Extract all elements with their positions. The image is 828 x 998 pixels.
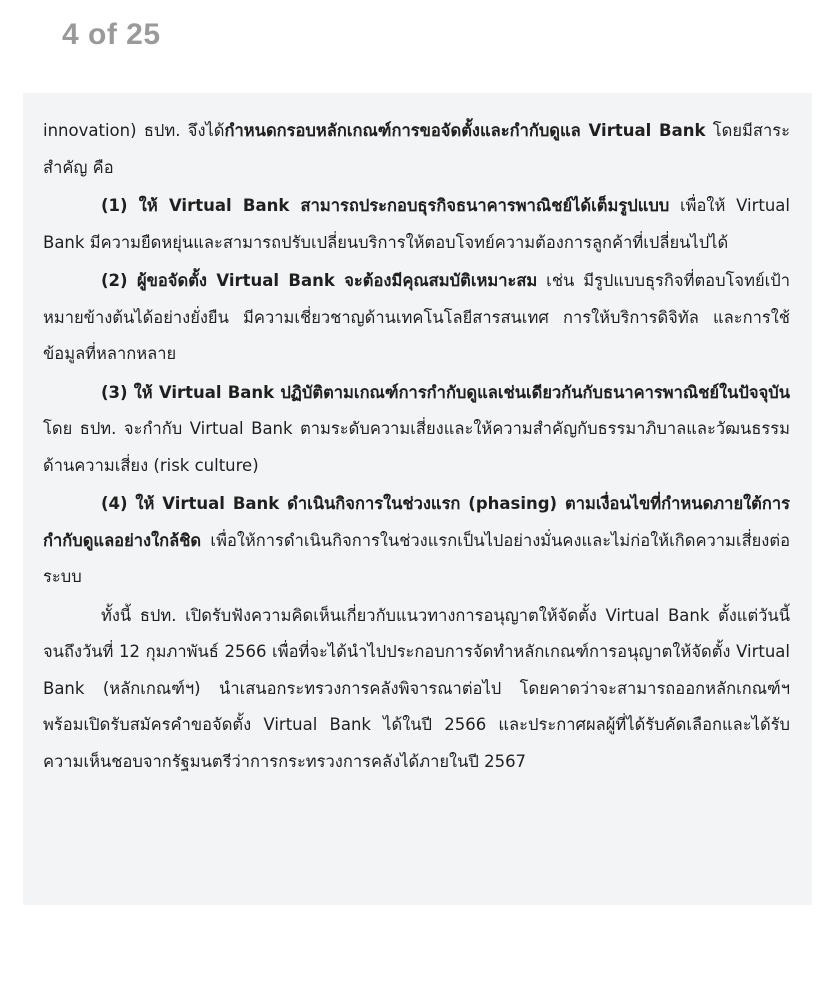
document-panel — [23, 93, 812, 905]
item-2-text: เช่น มีรูปแบบธุรกิจที่ตอบโจทย์เป้าหมายข้างต้นได้อย่างยั่งยืน มีความเชี่ยวชาญด้านเทคโนโลยีสารสนเทศ การให้บริการดิจิทัล และการใช้ข้อมูลที่หลากหลาย — [43, 271, 791, 363]
item-4-text: เพื่อให้การดำเนินกิจการในช่วงแรกเป็นไปอย่างมั่นคงและไม่ก่อให้เกิดความเสี่ยงต่อระบบ — [43, 530, 790, 586]
item-1-heading: (1) ให้ Virtual Bank สามารถประกอบธุรกิจธนาคารพาณิชย์ได้เต็มรูปแบบ — [101, 196, 670, 215]
intro-paragraph — [43, 113, 790, 186]
item-4-heading: (4) ให้ Virtual Bank ดำเนินกิจการในช่วงแรก (phasing) ตามเงื่อนไขที่กำหนดภายใต้การกำกับดูแลอย่างใกล้ชิด — [43, 494, 790, 550]
item-3-text: โดย ธปท. จะกำกับ Virtual Bank ตามระดับความเสี่ยงและให้ความสำคัญกับธรรมาภิบาลและวัฒนธรรมด้านความเสี่ยง (risk culture) — [43, 419, 790, 475]
item-2-heading: (2) ผู้ขอจัดตั้ง Virtual Bank จะต้องมีคุณสมบัติเหมาะสม — [101, 271, 538, 290]
item-1-paragraph — [43, 188, 790, 261]
page-counter: 4 of 25 — [62, 18, 161, 51]
item-2-paragraph — [43, 263, 790, 373]
intro-lead-text: innovation) ธปท. จึงได้ — [43, 121, 225, 140]
intro-tail-text: โดยมีสาระสำคัญ คือ — [43, 121, 790, 177]
item-1-text: เพื่อให้ Virtual Bank มีความยืดหยุ่นและสามารถปรับเปลี่ยนบริการให้ตอบโจทย์ความต้องการลูกค้าที่เปลี่ยนไปได้ — [43, 196, 791, 252]
closing-paragraph: ทั้งนี้ ธปท. เปิดรับฟังความคิดเห็นเกี่ยวกับแนวทางการอนุญาตให้จัดตั้ง Virtual Bank ตั้งแต่วันนี้จนถึงวันที่ 12 กุมภาพันธ์ 2566 เพื่อที่จะได้นำไปประกอบการจัดทำหลักเกณฑ์การอนุญาตให้จัดตั้ง Virtual Bank (หลักเกณฑ์ฯ) นำเสนอกระทรวงการคลังพิจารณาต่อไป โดยคาดว่าจะสามารถออกหลักเกณฑ์ฯ พร้อมเปิดรับสมัครคำขอจัดตั้ง Virtual Bank ได้ในปี 2566 และประกาศผลผู้ที่ได้รับคัดเลือกและได้รับความเห็นชอบจากรัฐมนตรีว่าการกระทรวงการคลังได้ภายในปี 2567 — [43, 605, 790, 771]
intro-bold-text: กำหนดกรอบหลักเกณฑ์การขอจัดตั้งและกำกับดูแล Virtual Bank — [224, 121, 706, 140]
document-body — [43, 113, 790, 780]
item-3-heading: (3) ให้ Virtual Bank ปฏิบัติตามเกณฑ์การกำกับดูแลเช่นเดียวกันกับธนาคารพาณิชย์ในปัจจุบัน — [101, 382, 790, 402]
item-3-paragraph — [43, 375, 790, 485]
item-4-paragraph — [43, 486, 790, 596]
